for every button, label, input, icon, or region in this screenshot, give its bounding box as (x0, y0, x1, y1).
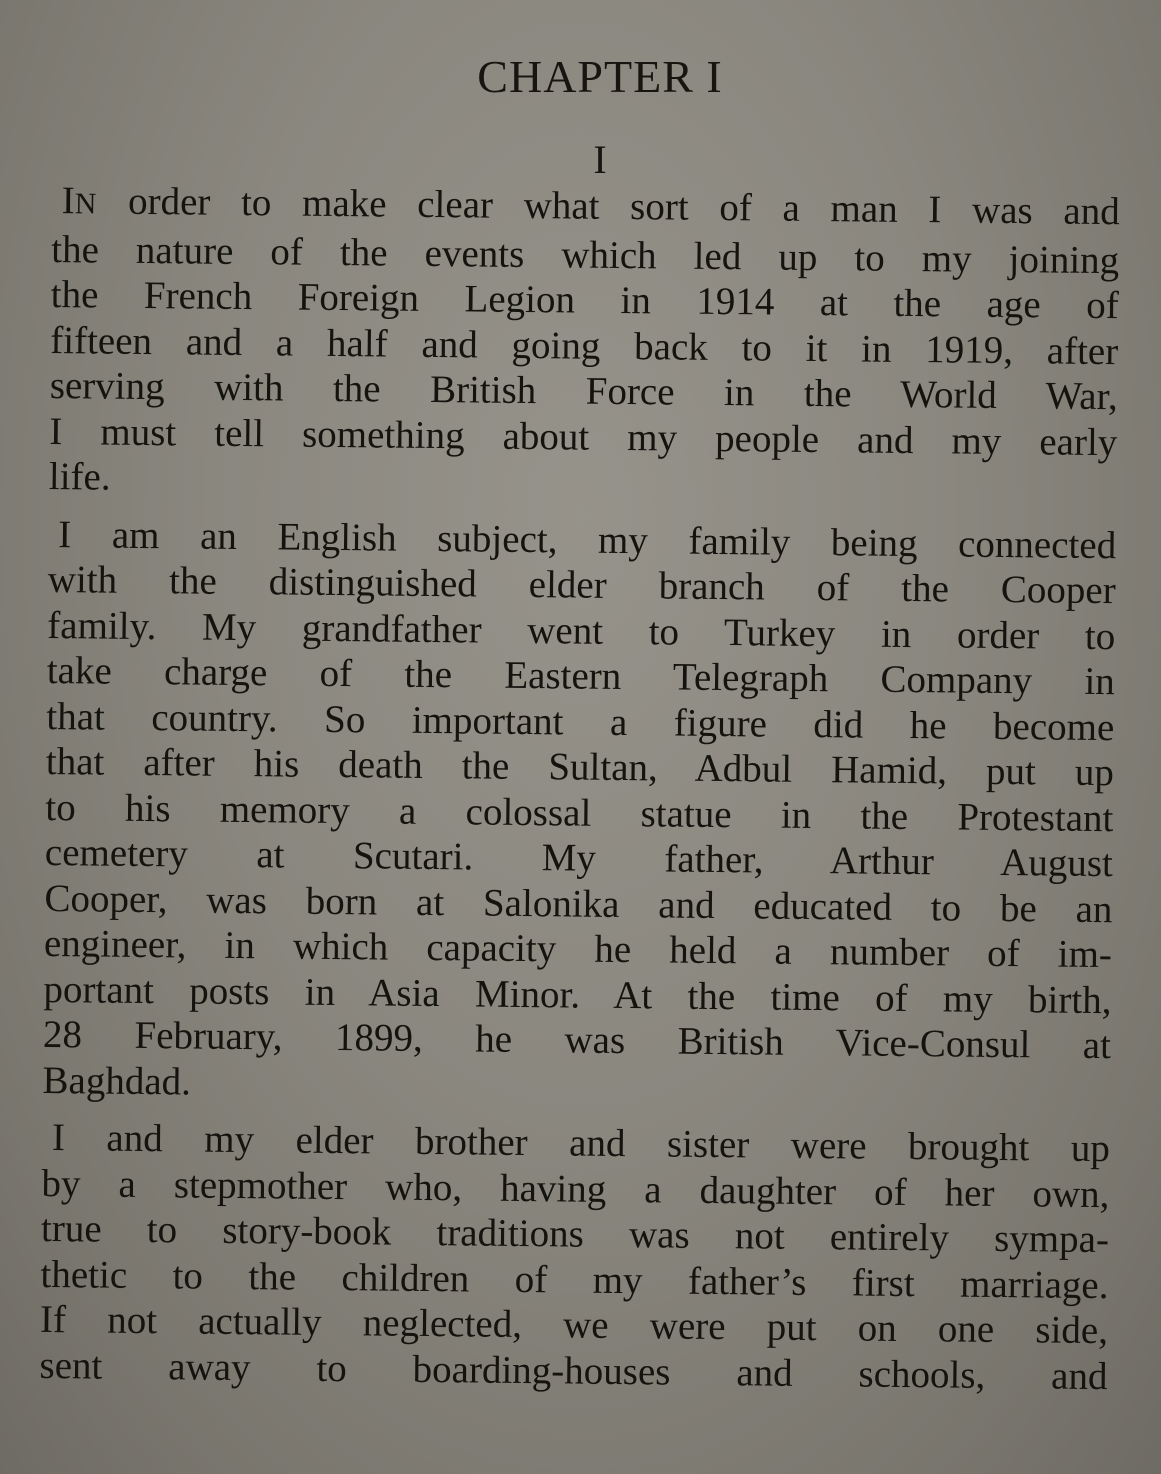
text-line: I and my elder brother and sister were brought up (51, 1116, 1111, 1171)
text-line: true to story-book traditions was not entirely sympa- (40, 1206, 1110, 1262)
text-line: fifteen and a half and going back to it in 1919, after (50, 318, 1119, 373)
section-number: I (593, 137, 607, 182)
text-line: take charge of the Eastern Telegraph Company in (46, 648, 1116, 704)
text-line: I am an English subject, my family being connected (58, 512, 1117, 567)
text-line: family. My grandfather went to Turkey in order to (47, 603, 1116, 658)
chapter-title: CHAPTER I (477, 51, 723, 102)
text-line: with the distinguished elder branch of the Cooper (47, 557, 1116, 613)
text-line: to his memory a colossal statue in the Protestant (45, 785, 1114, 840)
text-line: sent away to boarding-houses and schools, and (39, 1343, 1108, 1398)
text-line: that country. So important a figure did he become (46, 694, 1115, 749)
text-line: engineer, in which capacity he held a number of im- (43, 921, 1113, 977)
text-line: If not actually neglected, we were put on one side, (39, 1297, 1109, 1353)
text-line: Cooper, was born at Salonika and educated to be an (44, 876, 1113, 931)
text-line: life. (48, 454, 111, 499)
text-line: Baghdad. (42, 1058, 192, 1104)
text-line: the French Foreign Legion in 1914 at the age of (50, 272, 1119, 328)
paragraph-3 (39, 1115, 1110, 1399)
small-caps-letter: N (74, 187, 98, 221)
paragraph-1 (49, 178, 1120, 511)
text-line: 28 February, 1899, he was British Vice-Consul at (42, 1012, 1112, 1068)
text-line: thetic to the children of my father’s first marriage. (40, 1252, 1109, 1307)
text-line: by a stepmother who, having a daughter of her own, (41, 1161, 1110, 1216)
text-line: cemetery at Scutari. My father, Arthur August (44, 830, 1114, 886)
text-line: serving with the British Force in the World War, (49, 363, 1118, 419)
text-line: IN order to make clear what sort of a man I was and (61, 179, 1120, 234)
text-line: the nature of the events which led up to my joining (51, 227, 1120, 282)
text-line: that after his death the Sultan, Adbul Hamid, put up (45, 739, 1115, 795)
paragraph-2 (42, 511, 1116, 1114)
body-text (39, 178, 1120, 1399)
text-line: portant posts in Asia Minor. At the time of my birth, (43, 967, 1112, 1022)
drop-initial: I (61, 179, 75, 223)
text-line: I must tell something about my people and my early (49, 409, 1118, 464)
